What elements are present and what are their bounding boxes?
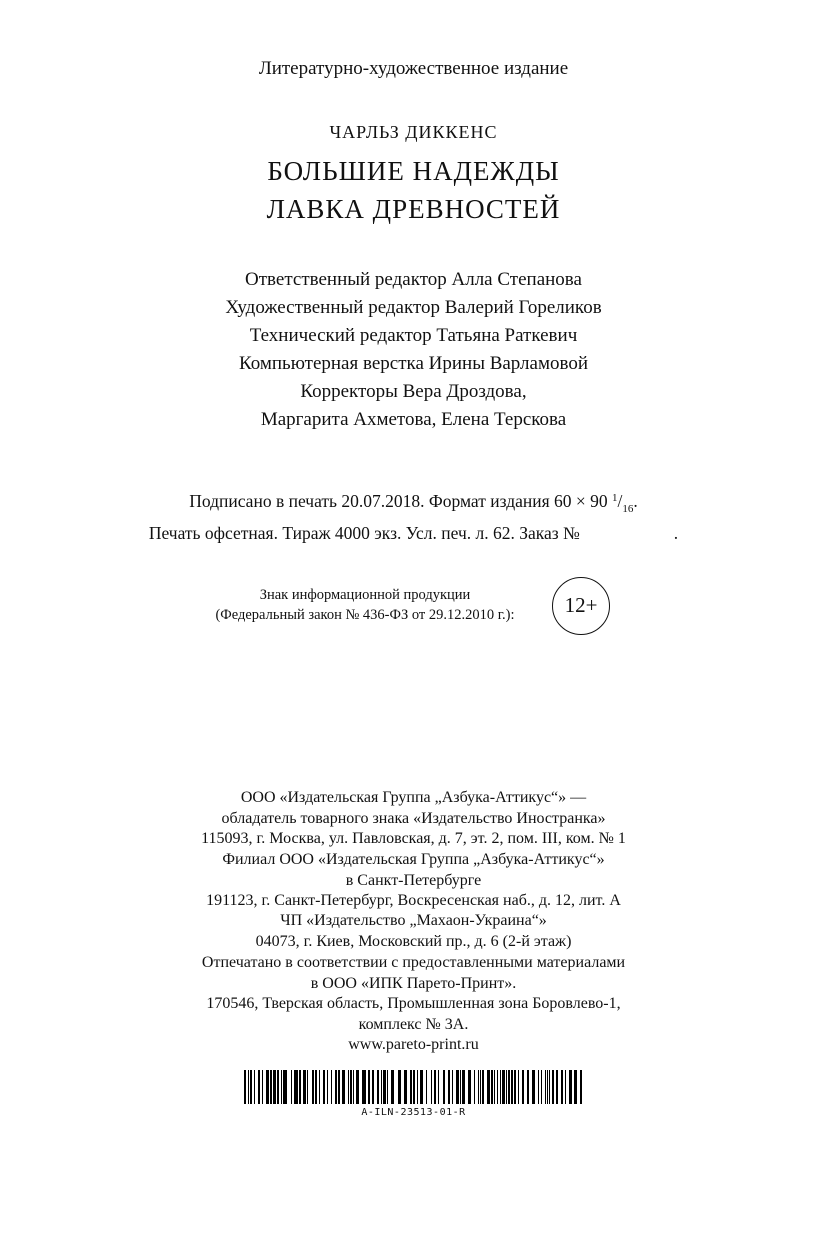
barcode-bar [387,1070,388,1104]
barcode-bar [580,1070,582,1104]
barcode-bar [547,1070,548,1104]
barcode-bar [518,1070,519,1104]
barcode-bar [478,1070,479,1104]
barcode-bar [431,1070,432,1104]
barcode-bar [500,1070,501,1104]
barcode-bar [538,1070,539,1104]
print-info [0,486,827,545]
printer-line: в ООО «ИПК Парето-Принт». [310,974,517,992]
barcode-bar [270,1070,272,1104]
barcode-bar [327,1070,328,1104]
barcode-bar [443,1070,445,1104]
barcode-bar [522,1070,524,1104]
barcode-bar [323,1070,325,1104]
barcode-bar [258,1070,260,1104]
barcode-bar [462,1070,465,1104]
barcode-bar [307,1070,308,1104]
barcode-bar [552,1070,554,1104]
credit-line: Художественный редактор Валерий Гореликов [225,297,602,318]
barcode-bar [262,1070,263,1104]
barcode-bar [281,1070,282,1104]
credit-line: Компьютерная верстка Ирины Варламовой [238,353,589,374]
publisher-block-moscow [0,788,827,850]
barcode-bar [452,1070,453,1104]
barcode-bar [350,1070,352,1104]
publisher-line: 115093, г. Москва, ул. Павловская, д. 7, эт. 2, пом. III, ком. № 1 [201,830,626,847]
barcode-bar [356,1070,359,1104]
barcode-bar [331,1070,332,1104]
barcode-bar [508,1070,510,1104]
barcode-bar [482,1070,484,1104]
barcode-bar [299,1070,301,1104]
barcode-bar [491,1070,493,1104]
barcode-bar [398,1070,401,1104]
barcode-bar [549,1070,550,1104]
barcode-bar [315,1070,317,1104]
barcode-bar [438,1070,439,1104]
credit-line: Маргарита Ахметова, Елена Терскова [260,409,567,430]
credit-line: Технический редактор Татьяна Раткевич [249,325,578,346]
publisher-block-kiev [0,911,827,952]
barcode-bar [497,1070,498,1104]
barcode-bar [434,1070,436,1104]
barcode-bar [502,1070,505,1104]
book-title-1: БОЛЬШИЕ НАДЕЖДЫ [267,156,560,186]
barcode-bar [511,1070,513,1104]
barcode-bar [348,1070,349,1104]
barcode-code: A-ILN-23513-01-R [361,1107,466,1118]
barcode-bar [277,1070,279,1104]
barcode-bar [556,1070,558,1104]
barcode-bar [460,1070,461,1104]
barcode-bar [303,1070,306,1104]
barcode-bar [266,1070,269,1104]
printer-line: комплекс № 3А. [358,1015,469,1033]
barcode-bar [426,1070,427,1104]
barcode-bar [335,1070,337,1104]
barcode-bar [565,1070,566,1104]
book-title-2: ЛАВКА ДРЕВНОСТЕЙ [266,194,561,224]
barcode-bar [368,1070,370,1104]
publisher-line: ООО «Издательская Группа „Азбука-Аттикус“» — [240,789,587,806]
edition-type: Литературно-художественное издание [258,58,569,79]
barcode-bar [527,1070,529,1104]
barcode-bar [254,1070,255,1104]
barcode-image [244,1070,584,1104]
credits-block [0,266,827,434]
format-fraction-denominator: 16 [622,503,634,515]
barcode-bar [244,1070,246,1104]
barcode-bar [532,1070,535,1104]
publisher-block-spb [0,850,827,912]
barcode-bar [506,1070,507,1104]
print-line-2-end: . [673,523,679,543]
barcode-bar [391,1070,394,1104]
barcode-bar [456,1070,459,1104]
barcode-bar [248,1070,249,1104]
barcode-bar [362,1070,366,1104]
publisher-line: ЧП «Издательство „Махаон-Украина“» [280,912,547,929]
printer-website: www.pareto-print.ru [348,1036,479,1053]
barcode-bar [487,1070,490,1104]
barcode-bar [312,1070,314,1104]
info-sign-line-1: Знак информационной продукции [259,587,471,603]
barcode-bar [342,1070,345,1104]
print-line-1-text: Подписано в печать 20.07.2018. Формат издания 60 × 90 [189,491,613,511]
barcode-bar [561,1070,563,1104]
barcode-bar [545,1070,546,1104]
barcode-bar [417,1070,418,1104]
printer-line: Отпечатано в соответствии с предоставленными материалами [201,954,626,971]
barcode-bar [383,1070,386,1104]
barcode-bar [410,1070,412,1104]
barcode-bar [468,1070,471,1104]
barcode-bar [541,1070,542,1104]
author-name: ЧАРЛЬЗ ДИККЕНС [329,122,498,142]
print-line-1 [0,486,827,521]
info-sign-line-2: (Федеральный закон № 436-ФЗ от 29.12.2010 г.): [215,607,515,623]
print-line-2-text: Печать офсетная. Тираж 4000 экз. Усл. печ. л. 62. Заказ № [148,523,580,543]
credit-line: Корректоры Вера Дроздова, [300,381,527,402]
barcode-bar [574,1070,577,1104]
format-fraction-slash: / [617,491,623,511]
barcode-bar [404,1070,407,1104]
printer-block [0,953,827,1056]
barcode-bar [514,1070,516,1104]
barcode-bar [291,1070,292,1104]
print-line-1-end: . [633,491,638,511]
barcode-bar [377,1070,379,1104]
barcode-bar [448,1070,450,1104]
age-rating-badge: 12+ [552,577,610,635]
barcode-bar [338,1070,340,1104]
barcode-bar [420,1070,423,1104]
publisher-line: 191123, г. Санкт-Петербург, Воскресенская наб., д. 12, лит. А [206,892,621,909]
publisher-line: обладатель товарного знака «Издательство Иностранка» [221,809,606,827]
barcode-bar [480,1070,481,1104]
format-fraction-numerator: 1 [612,492,618,504]
barcode-bar [381,1070,382,1104]
publisher-line: 04073, г. Киев, Московский пр., д. 6 (2-й этаж) [255,932,572,950]
barcode-bar [273,1070,276,1104]
barcode-bar [294,1070,298,1104]
barcode-bar [474,1070,475,1104]
printer-line: 170546, Тверская область, Промышленная зона Боровлево-1, [206,995,621,1012]
publisher-line: Филиал ООО «Издательская Группа „Азбука-Аттикус“» [222,851,605,868]
barcode-bar [250,1070,252,1104]
barcode-bar [283,1070,287,1104]
barcode-bar [372,1070,374,1104]
barcode-bar [413,1070,415,1104]
barcode-bar [569,1070,572,1104]
barcode-bar [353,1070,354,1104]
barcode-bar [319,1070,320,1104]
info-sign-text [190,585,540,625]
publisher-line: в Санкт-Петербурге [345,871,482,889]
credit-line: Ответственный редактор Алла Степанова [245,269,582,290]
print-line-2 [0,521,827,545]
barcode-bar [494,1070,495,1104]
